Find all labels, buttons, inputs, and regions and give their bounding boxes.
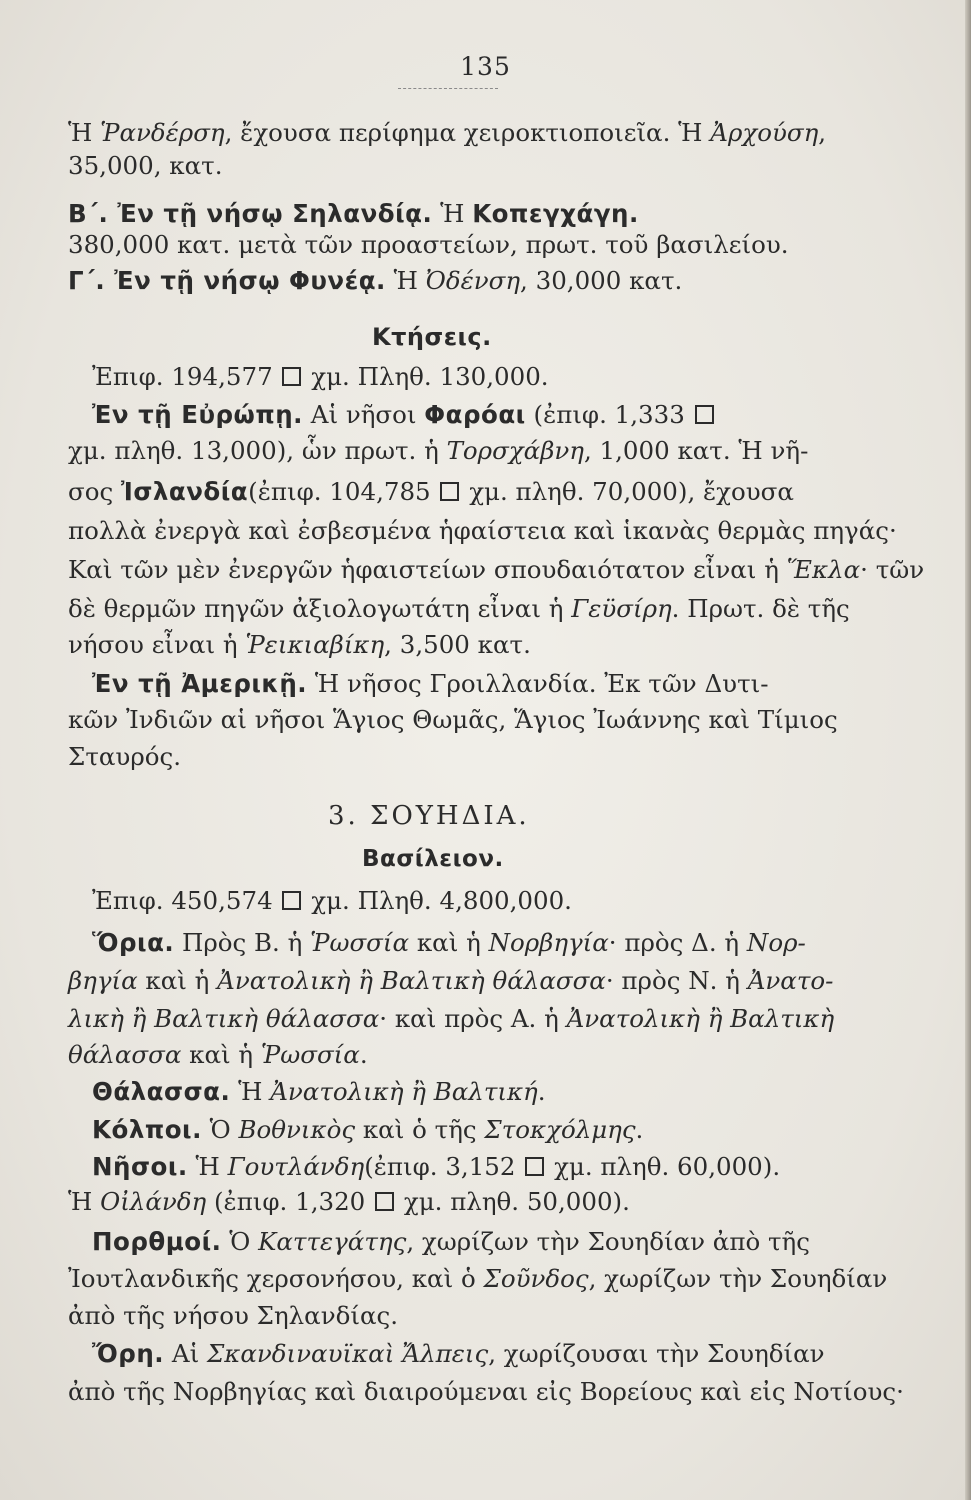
text-run: χμ. Πληθ. 4,800,000.	[303, 886, 572, 915]
text-line	[68, 1264, 887, 1294]
text-line	[68, 705, 838, 735]
text-run: κῶν Ἰνδιῶν αἱ νῆσοι Ἅγιος Θωμᾶς, Ἅγιος Ἰωάννης καὶ Τίμιος	[68, 705, 838, 734]
text-line	[92, 1339, 825, 1369]
bold-term: Γ΄. Ἐν τῇ νήσῳ Φυνέᾳ.	[68, 266, 386, 295]
text-line	[68, 118, 826, 148]
text-run: (ἐπιφ. 3,152	[364, 1152, 524, 1181]
text-line	[68, 230, 789, 260]
bold-term: Β΄. Ἐν τῇ νήσῳ Σηλανδίᾳ.	[68, 199, 433, 228]
italic-name: Νορβηγία	[488, 928, 609, 957]
text-run: χμ. Πληθ. 130,000.	[303, 362, 549, 391]
text-run: Ἰουτλανδικῆς χερσονήσου, καὶ ὁ	[68, 1264, 484, 1293]
italic-name: Βοθνικὸς	[238, 1115, 356, 1144]
text-run: , χωρίζων τὴν Σουηδίαν ἀπὸ τῆς	[406, 1227, 810, 1256]
text-line	[68, 966, 833, 996]
italic-name: Ἀνατολικὴ ἢ Βαλτικὴ θάλασσα	[217, 966, 606, 995]
italic-name: Καττεγάτης	[258, 1227, 407, 1256]
text-line	[68, 266, 682, 296]
italic-name: Ῥανδέρση	[100, 118, 225, 147]
bold-term: Κοπεγχάγη.	[472, 199, 639, 228]
bold-term: Ἐν τῇ Ἀμερικῇ.	[92, 669, 308, 698]
text-run: , 3,500 κατ.	[384, 630, 531, 659]
subheading-vasileion: Βασίλειον.	[362, 846, 504, 872]
text-line	[92, 400, 716, 430]
text-run: καὶ ὁ τῆς	[355, 1115, 485, 1144]
text-run: Ἡ νῆσος Γροιλλανδία. Ἐκ τῶν Δυτι-	[307, 669, 769, 698]
text-line	[68, 1301, 398, 1331]
text-run: χμ. πληθ. 50,000).	[396, 1187, 630, 1216]
text-run: καὶ ἡ	[137, 966, 218, 995]
italic-name: βηγία	[68, 966, 138, 995]
italic-name: Νορ-	[746, 928, 806, 957]
bold-term: Πορθμοί.	[92, 1227, 222, 1256]
text-run: δὲ θερμῶν πηγῶν ἀξιολογωτάτη εἶναι ἡ	[68, 594, 572, 623]
text-line	[68, 516, 897, 546]
text-line	[68, 630, 531, 660]
square-symbol-icon	[695, 405, 714, 424]
text-run: ἀπὸ τῆς νήσου Σηλανδίας.	[68, 1301, 399, 1330]
subheading-ktiseis: Κτήσεις.	[372, 323, 492, 351]
text-run: καὶ ἡ	[409, 928, 489, 957]
bold-term: Νῆσοι.	[92, 1152, 188, 1181]
text-run: , 30,000 κατ.	[520, 266, 683, 295]
text-run: Ἡ	[68, 1187, 101, 1216]
text-run: .	[359, 1040, 368, 1069]
text-run: , χωρίζων τὴν Σουηδίαν	[588, 1264, 888, 1293]
text-line	[68, 742, 181, 772]
square-symbol-icon	[282, 367, 301, 386]
text-line	[92, 669, 769, 699]
text-run: · καὶ πρὸς Α. ἡ	[379, 1004, 567, 1033]
square-symbol-icon	[375, 1192, 394, 1211]
text-run: Καὶ τῶν μὲν ἐνεργῶν ἡφαιστείων σπουδαιότατον εἶναι ἡ	[68, 555, 787, 584]
text-run: χμ. πληθ. 70,000), ἔχουσα	[461, 477, 794, 506]
text-run: .	[635, 1115, 644, 1144]
italic-name: Ἀνατολικὴ ἢ Βαλτική	[270, 1077, 538, 1106]
text-run: · τῶν	[860, 555, 925, 584]
text-run: Ἐπιφ. 194,577	[92, 362, 281, 391]
italic-name: Ἀρχούση	[710, 118, 819, 147]
text-run: , 1,000 κατ. Ἡ νῆ-	[583, 436, 809, 465]
italic-name: θάλασσα	[68, 1040, 182, 1069]
bold-term: Ἐν τῇ Εὐρώπῃ.	[92, 400, 303, 429]
text-run: Ἐπιφ. 450,574	[92, 886, 281, 915]
bold-term: Ὅρια.	[92, 928, 175, 957]
section-heading-sweden: 3. ΣΟΥΗΔΙΑ.	[328, 801, 530, 831]
text-run: (ἐπιφ. 1,320	[206, 1187, 374, 1216]
text-line	[68, 594, 850, 624]
italic-name: Ὀδένση	[425, 266, 521, 295]
text-line	[68, 199, 639, 229]
text-run: Ὁ	[201, 1115, 239, 1144]
text-run: , ἔχουσα περίφημα χειροκτιοποιεῖα. Ἡ	[224, 118, 711, 147]
square-symbol-icon	[440, 482, 459, 501]
text-run: Αἱ	[164, 1339, 207, 1368]
square-symbol-icon	[282, 891, 301, 910]
text-run: (ἐπιφ. 1,333	[525, 400, 693, 429]
text-run: Ἡ	[432, 199, 473, 228]
page-number: 135	[460, 52, 511, 81]
italic-name: Ἀνατο-	[747, 966, 834, 995]
italic-name: λικὴ ἢ Βαλτικὴ θάλασσα	[68, 1004, 380, 1033]
text-run: Ἡ	[187, 1152, 228, 1181]
text-run: Ἡ	[68, 118, 101, 147]
text-run: (ἐπιφ. 104,785	[248, 477, 439, 506]
italic-name: Ῥωσσία	[310, 928, 410, 957]
text-run: . Πρωτ. δὲ τῆς	[671, 594, 850, 623]
text-run: 35,000, κατ.	[68, 151, 223, 180]
text-line	[92, 362, 549, 392]
bold-term: Φαρόαι	[424, 400, 526, 429]
text-run: σος	[68, 477, 121, 506]
text-run: πολλὰ ἐνεργὰ καὶ ἐσβεσμένα ἡφαίστεια καὶ ἱκανὰς θερμὰς πηγάς·	[68, 516, 897, 545]
text-run: Σταυρός.	[68, 742, 181, 771]
square-symbol-icon	[525, 1157, 544, 1176]
text-line	[92, 928, 806, 958]
bold-term: Θάλασσα.	[92, 1077, 231, 1106]
italic-name: Ἀνατολικὴ ἢ Βαλτικὴ	[566, 1004, 835, 1033]
italic-name: Τορσχάβνη	[446, 436, 584, 465]
page-number-rule	[398, 88, 498, 89]
italic-name: Στοκχόλμης	[484, 1115, 636, 1144]
text-line	[92, 886, 572, 916]
page-edge	[965, 0, 971, 1500]
italic-name: Γεϋσίρη	[571, 594, 672, 623]
text-run: .	[537, 1077, 546, 1106]
text-run: ἀπὸ τῆς Νορβηγίας καὶ διαιρούμεναι εἰς Βορείους καὶ εἰς Νοτίους·	[68, 1377, 904, 1406]
text-run: ,	[818, 118, 827, 147]
text-run: Πρὸς Β. ἡ	[174, 928, 311, 957]
italic-name: Γουτλάνδη	[227, 1152, 365, 1181]
text-run: νήσου εἶναι ἡ	[68, 630, 246, 659]
text-run: Αἱ νῆσοι	[302, 400, 425, 429]
text-run: Ὁ	[221, 1227, 259, 1256]
text-line	[68, 1187, 630, 1217]
bold-term: Ὄρη.	[92, 1339, 165, 1368]
text-run: Ἡ	[230, 1077, 271, 1106]
text-run: χμ. πληθ. 60,000).	[546, 1152, 781, 1181]
text-line	[68, 1377, 904, 1407]
italic-name: Οἰλάνδη	[100, 1187, 207, 1216]
italic-name: Σοῦνδος	[483, 1264, 589, 1293]
text-line	[68, 555, 924, 585]
bold-term: Κόλποι.	[92, 1115, 202, 1144]
text-line	[68, 1004, 834, 1034]
text-line	[68, 151, 223, 181]
text-line	[68, 436, 808, 466]
italic-name: Ῥεικιαβίκη	[245, 630, 385, 659]
text-run: · πρὸς Ν. ἡ	[605, 966, 748, 995]
text-run: , χωρίζουσαι τὴν Σουηδίαν	[488, 1339, 825, 1368]
text-line	[92, 1115, 643, 1145]
text-line	[92, 1152, 780, 1182]
text-run: 380,000 κατ. μετὰ τῶν προαστείων, πρωτ. τοῦ βασιλείου.	[68, 230, 789, 259]
text-line	[92, 1227, 810, 1257]
italic-name: Ἕκλα	[786, 555, 861, 584]
text-run: · πρὸς Δ. ἡ	[608, 928, 747, 957]
italic-name: Ῥωσσία	[260, 1040, 360, 1069]
text-run: χμ. πληθ. 13,000), ὧν πρωτ. ἡ	[68, 436, 447, 465]
text-line	[68, 477, 794, 507]
bold-term: Ἰσλανδία	[120, 477, 249, 506]
text-line	[92, 1077, 546, 1107]
text-run: Ἡ	[385, 266, 426, 295]
text-run: καὶ ἡ	[181, 1040, 261, 1069]
text-line	[68, 1040, 368, 1070]
italic-name: Σκανδιναυϊκαὶ Ἄλπεις	[206, 1339, 489, 1368]
